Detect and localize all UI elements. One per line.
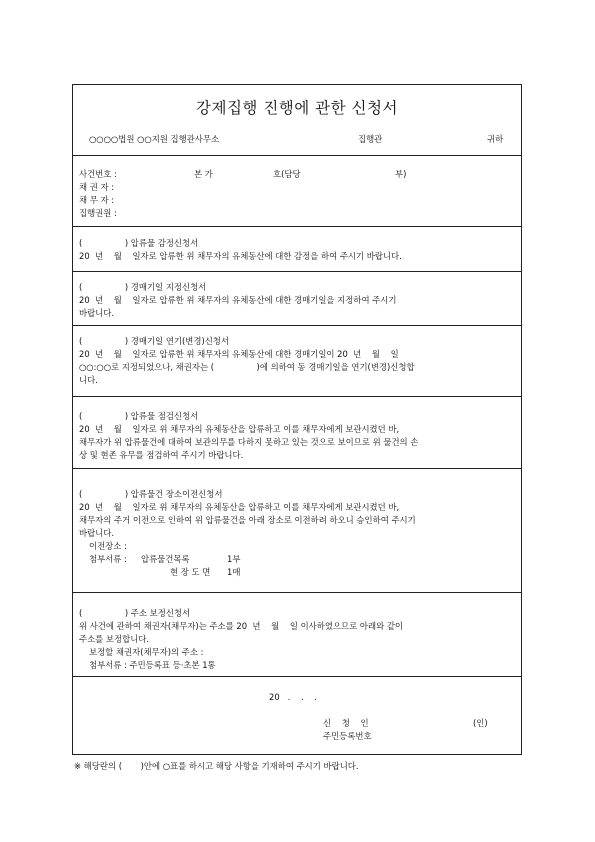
postpone-heading: ( ) 경매기일 연기(변경)신청서 (79, 336, 229, 346)
section-postpone (73, 326, 521, 397)
address-line4: 첨부서류 : 주민등록표 등·초본 1통 (89, 660, 216, 670)
case-info-section (73, 156, 521, 227)
postpone-line1: 20 년 월 일자로 압류한 위 채무자의 유체동산에 대한 경매기일이 20 년 월 일 (79, 349, 399, 359)
auction-date-line1: 20 년 월 일자로 압류한 위 채무자의 유체동산에 대한 경매기일을 지정하여 주시기 (79, 295, 397, 305)
title-label: 집행권원 : (79, 208, 117, 218)
case-no-bu: 부) (395, 169, 407, 179)
addressee: ○○○○법원 ○○지원 집행관사무소 (89, 134, 220, 144)
inspection-heading: ( ) 압류물 점검신청서 (79, 411, 199, 421)
auction-date-heading: ( ) 경매기일 지정신청서 (79, 282, 207, 292)
officer-label: 집행관 (358, 134, 383, 144)
footnote: ※ 해당란의 ( )안에 ○표를 하시고 해당 사항을 기재하여 주시기 바랍니다. (74, 761, 359, 771)
appraisal-heading: ( ) 압류물 감정신청서 (79, 238, 199, 248)
honorific: 귀하 (487, 134, 504, 144)
creditor-label: 채 권 자 : (79, 182, 115, 192)
form-title: 강제집행 진행에 관한 신청서 (196, 99, 398, 117)
resident-no-label: 주민등록번호 (323, 731, 372, 741)
postpone-line2: ○○:○○로 지정되었으나, 채권자는 ( )에 의하여 동 경매기일을 연기(변경)신청합 (79, 362, 415, 372)
case-no-ho: 호(담당 (273, 169, 301, 179)
section-inspection (73, 397, 521, 469)
debtor-label: 채 무 자 : (79, 195, 115, 205)
case-no-label: 사건번호 : (79, 169, 117, 179)
section-address (73, 593, 521, 677)
postpone-line3: 니다. (79, 375, 98, 385)
address-heading: ( ) 주소 보정신청서 (79, 608, 191, 618)
applicant-label: 신 청 인 (323, 718, 369, 728)
signature-date: 20 . . . (269, 692, 317, 702)
relocation-heading: ( ) 압류물건 장소이전신청서 (79, 489, 223, 499)
relocation-attach1: 압류물건목록 (141, 554, 190, 564)
section-appraisal (73, 227, 521, 272)
inspection-line1: 20 년 월 일자로 위 채무자의 유체동산을 압류하고 이를 채무자에게 보관시켰던 바, (79, 424, 400, 434)
relocation-place-label: 이전장소 : (89, 541, 127, 551)
address-line2: 주소를 보정합니다. (79, 634, 150, 644)
signature-section (73, 677, 521, 754)
relocation-line3: 바랍니다. (79, 528, 115, 538)
section-auction-date (73, 272, 521, 326)
seal-label: (인) (473, 718, 488, 728)
application-form (72, 84, 522, 755)
form-header (73, 85, 521, 156)
address-line3: 보정할 채권자(채무자)의 주소 : (89, 647, 204, 657)
case-no-mid: 본 가 (194, 169, 213, 179)
relocation-attach2-qty: 1매 (227, 567, 241, 577)
appraisal-line1: 20 년 월 일자로 압류한 위 채무자의 유체동산에 대한 감정을 하여 주시기 바랍니다. (79, 251, 402, 261)
relocation-line1: 20 년 월 일자로 위 채무자의 유체동산을 압류하고 이를 채무자에게 보관시켰던 바, (79, 502, 400, 512)
relocation-attach-label: 첨부서류 : (89, 554, 127, 564)
section-relocation (73, 469, 521, 593)
inspection-line2: 채무자가 위 압류물건에 대하여 보관의무를 다하지 못하고 있는 것으로 보이므로 위 물건의 손 (79, 437, 419, 447)
relocation-attach1-qty: 1부 (227, 554, 241, 564)
relocation-attach2: 현 장 도 면 (170, 567, 211, 577)
address-line1: 위 사건에 관하여 채권자(채무자)는 주소를 20 년 월 일 이사하였으므로 아래와 같이 (79, 621, 403, 631)
relocation-line2: 채무자의 주거 이전으로 인하여 위 압류물건을 아래 장소로 이전하려 하오니 승인하여 주시기 (79, 515, 416, 525)
auction-date-line2: 바랍니다. (79, 308, 115, 318)
inspection-line3: 상 및 현존 유무를 점검하여 주시기 바랍니다. (79, 450, 244, 460)
